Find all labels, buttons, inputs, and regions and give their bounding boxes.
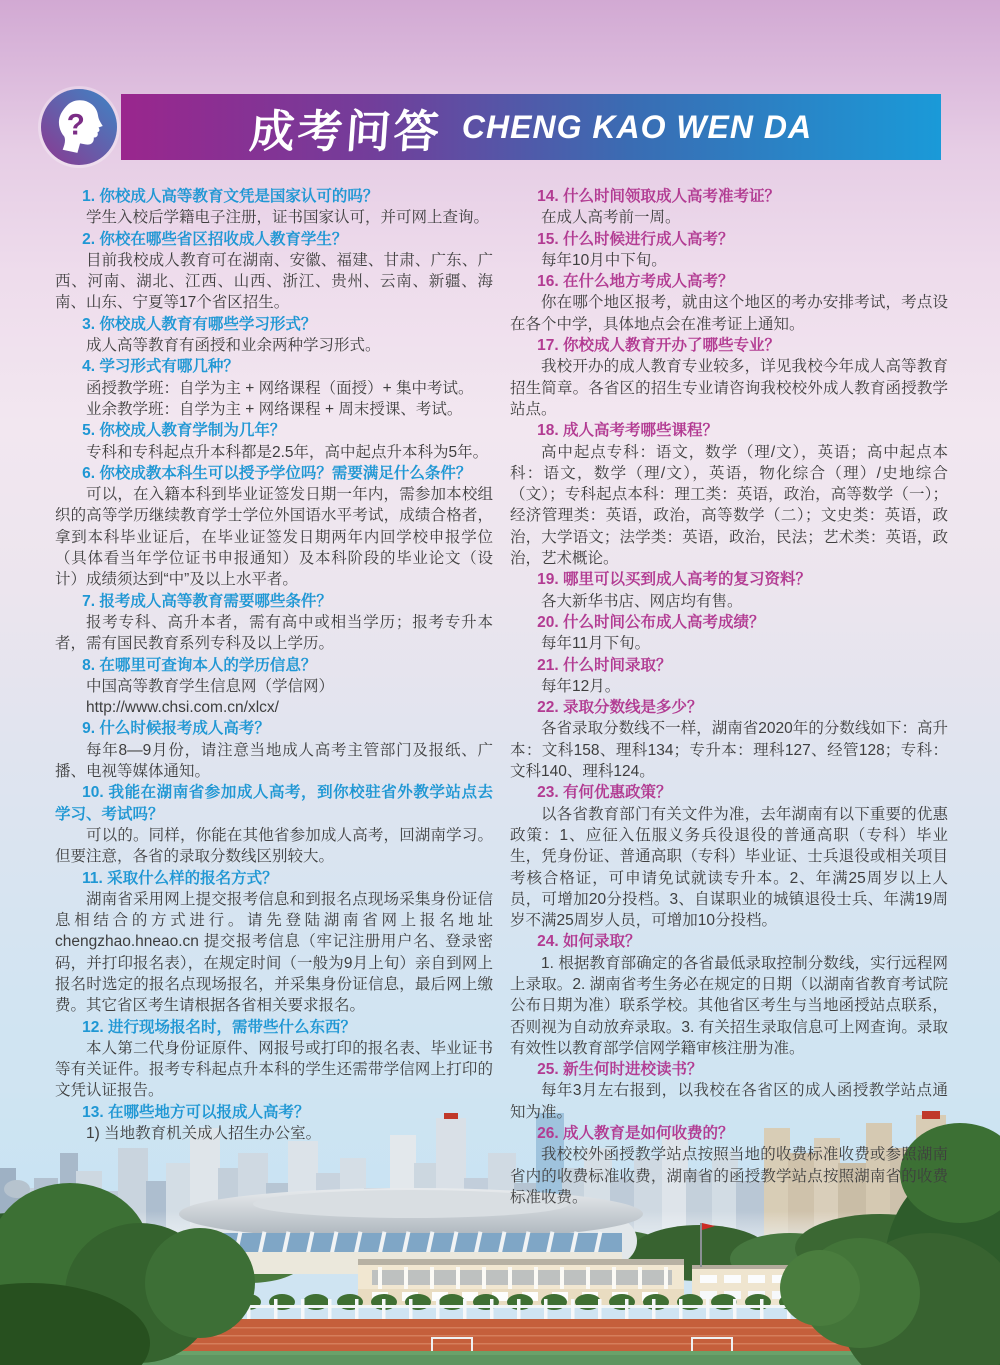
qa-answer: 中国高等教育学生信息网（学信网） [86,677,335,695]
qa-answer: 湖南省采用网上提交报考信息和到报名点现场采集身份证信息相结合的方式进行。请先登陆湖南省网上报名地址chengzhao.hneao.cn 提交报考信息（牢记注册用户名、登录密码，并打印报名表），在规定时间（一般为9月上旬）亲自到网上报名时选定的报名点现场报名，并采集身份证信息，最后网上缴费。其它省区考生请根据各省相关要求报名。 [55,890,493,1015]
qa-question: 3. 你校成人教育有哪些学习形式？ [82,315,317,333]
page-title: 成考问答 [247,105,444,157]
qa-question: 1. 你校成人高等教育文凭是国家认可的吗？ [82,188,379,205]
qa-answer: 报考专科、高升本者，需有高中或相当学历；报考专升本者，需有国民教育系列专科及以上学历。 [55,613,493,653]
banner [121,94,941,160]
qa-question: 6. 你校成教本科生可以授予学位吗？需要满足什么条件？ [82,464,472,482]
qa-column-right [510,186,948,1208]
qa-answer: 可以的。同样，你能在其他省参加成人高考，回湖南学习。但要注意，各省的录取分数线区别较大。 [55,826,493,866]
qa-answer: 1) 当地教育机关成人招生办公室。 [86,1125,322,1143]
qa-question: 13. 在哪些地方可以报成人高考？ [82,1103,310,1121]
qa-question: 10. 我能在湖南省参加成人高考，到你校驻省外教学站点去学习、考试吗？ [55,784,493,823]
page-subtitle: CHENG KAO WEN DA [461,108,813,145]
qa-answer: 我校开办的成人教育专业较多，详见我校今年成人高等教育招生简章。各省区的招生专业请咨询我校校外成人教育函授教学站点。 [510,358,948,418]
qa-answer: 每年12月。 [541,677,621,695]
qa-question: 8. 在哪里可查询本人的学历信息？ [82,656,317,674]
qa-answer: 高中起点专科：语文，数学（理/文），英语；高中起点本科：语文，数学（理/文），英语，物化综合（理）/史地综合（文）；专科起点本科：理工类：英语，政治，高等数学（一）；经济管理类：英语，政治，高等数学（二）；文史类：英语，政治，大学语文；法学类：英语，政治，民法；艺术类：英语，政治，艺术概论。 [510,443,948,568]
qa-question: 15. 什么时候进行成人高考？ [537,230,734,248]
qa-answer: 每年8—9月份，请注意当地成人高考主管部门及报纸、广播、电视等媒体通知。 [55,741,493,781]
qa-question: 11. 采取什么样的报名方式？ [82,869,278,887]
qa-answer: 业余教学班：自学为主 + 网络课程 + 周末授课、考试。 [86,400,463,418]
qa-question: 22. 录取分数线是多少？ [537,699,703,717]
qa-question: 25. 新生何时进校读书？ [537,1061,703,1079]
qa-question: 19. 哪里可以买到成人高考的复习资料？ [537,571,811,589]
qa-question: 21. 什么时间录取？ [537,656,672,674]
svg-text:?: ? [66,108,85,142]
qa-question: 18. 成人高考考哪些课程？ [537,422,718,440]
qa-question: 16. 在什么地方考成人高考？ [537,273,734,291]
qa-answer: 以各省教育部门有关文件为准，去年湖南有以下重要的优惠政策：1、应征入伍服义务兵役退役的普通高职（专科）毕业生，凭身份证、普通高职（专科）毕业证、士兵退役或相关项目考核合格证，可申请免试就读专升本。2、年满25周岁以上人员，可增加20分投档。3、自谋职业的城镇退役士兵、年满19周岁不满25周岁人员，可增加10分投档。 [510,805,948,930]
qa-question: 24. 如何录取？ [537,933,641,951]
qa-answer: 1. 根据教育部确定的各省最低录取控制分数线，实行远程网上录取。2. 湖南省考生务必在规定的日期（以湖南省教育考试院公布日期为准）联系学校。其他省区考生与当地函授站点联系，否则视为自动放弃录取。3. 有关招生录取信息可上网查询。录取有效性以教育部学信网学籍审核注册为准。 [510,954,948,1057]
qa-answer: 每年11月下旬。 [541,635,651,653]
qa-question: 26. 成人教育是如何收费的？ [537,1125,734,1143]
qa-answer: 本人第二代身份证原件、网报号或打印的报名表、毕业证书等有关证件。报考专科起点升本科的学生还需带学信网上打印的文凭认证报告。 [55,1039,493,1100]
qa-answer: http://www.chsi.com.cn/xlcx/ [86,699,279,717]
qa-answer: 你在哪个地区报考，就由这个地区的考办安排考试，考点设在各个中学，具体地点会在准考证上通知。 [510,294,948,333]
qa-answer: 函授教学班：自学为主 + 网络课程（面授）+ 集中考试。 [86,379,474,397]
qa-question: 4. 学习形式有哪几种？ [82,358,239,376]
head-question-icon [41,89,117,165]
qa-question: 12. 进行现场报名时，需带些什么东西？ [82,1018,356,1036]
qa-answer: 目前我校成人教育可在湖南、安徽、福建、甘肃、广东、广西、河南、湖北、江西、山西、浙江、贵州、云南、新疆、海南、山东、宁夏等17个省区招生。 [55,251,493,312]
qa-answer: 成人高等教育有函授和业余两种学习形式。 [86,337,381,355]
qa-answer: 各省录取分数线不一样，湖南省2020年的分数线如下：高升本：文科158、理科134；专升本：理科127、经管128；专科：文科140、理科124。 [510,720,948,781]
qa-question: 17. 你校成人教育开办了哪些专业？ [537,337,780,355]
qa-answer: 每年3月左右报到，以我校在各省区的成人函授教学站点通知为准。 [510,1082,948,1121]
qa-question: 5. 你校成人教育学制为几年？ [82,422,286,440]
qa-answer: 在成人高考前一周。 [541,209,681,227]
qa-question: 23. 有何优惠政策？ [537,784,672,802]
qa-answer: 专科和专科起点升本科都是2.5年，高中起点升本科为5年。 [86,443,489,461]
qa-question: 9. 什么时候报考成人高考？ [82,720,270,738]
qa-answer: 每年10月中下旬。 [541,251,667,269]
qa-column-left [55,186,493,1144]
qa-answer: 可以，在入籍本科到毕业证签发日期一年内，需参加本校组织的高等学历继续教育学士学位外国语水平考试，成绩合格者，拿到本科毕业证后，在毕业证签发日期两年内回学校申报学位（具体看当年学位证书申报通知）及本科阶段的毕业论文（设计）成绩须达到“中”及以上水平者。 [55,486,493,589]
qa-question: 14. 什么时间领取成人高考准考证？ [537,188,780,205]
qa-answer: 我校校外函授教学站点按照当地的收费标准收费或参照湖南省内的收费标准收费，湖南省的函授教学站点按照湖南省的收费标准收费。 [510,1146,948,1206]
qa-question: 7. 报考成人高等教育需要哪些条件？ [82,592,332,610]
qa-answer: 学生入校后学籍电子注册，证书国家认可，并可网上查询。 [86,209,490,227]
qa-question: 20. 什么时间公布成人高考成绩？ [537,613,765,631]
qa-question: 2. 你校在哪些省区招收成人教育学生？ [82,230,348,248]
qa-answer: 各大新华书店、网店均有售。 [541,592,743,610]
